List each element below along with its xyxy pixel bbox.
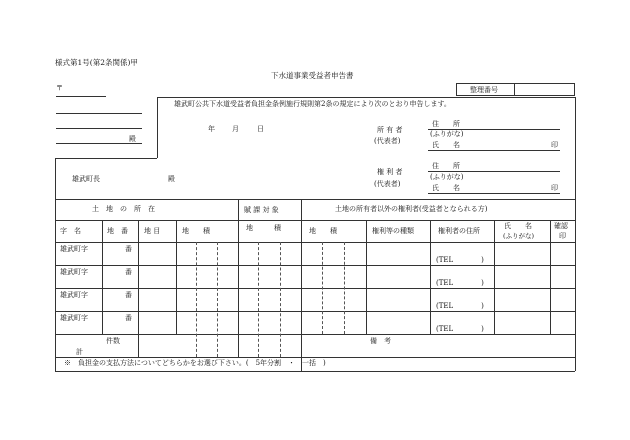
col-chiseki2-header: 地 積 — [309, 227, 337, 235]
row1-tel: (TEL ) — [436, 256, 484, 264]
col-holder-address-header: 権利者の住所 — [438, 227, 480, 235]
date-month: 月 — [232, 125, 239, 133]
holder-name-label: 氏 名 — [432, 184, 460, 192]
declaration-text: 雄武町公共下水道受益者負担金条例施行規則第2条の規定により次のとおり申告します。 — [174, 100, 451, 108]
count-label: 件数 — [106, 337, 120, 345]
date-day: 日 — [257, 125, 264, 133]
form-title: 下水道事業受益者申告書 — [271, 71, 354, 80]
col-aza-header: 字 名 — [60, 227, 81, 235]
addressee-dono: 殿 — [129, 135, 136, 143]
owner-name-label: 氏 名 — [432, 141, 460, 149]
owner-role: 所 有 者 — [377, 126, 403, 134]
row4-tel: (TEL ) — [436, 325, 484, 333]
row2-ban: 番 — [125, 268, 132, 276]
row3-ban: 番 — [125, 291, 132, 299]
col-chimoku-header: 地 目 — [144, 227, 161, 235]
postal-mark: 〒 — [56, 84, 63, 92]
registration-number-label: 整理番号 — [470, 86, 498, 94]
owner-furigana-label: (ふりがな) — [430, 130, 464, 138]
rights-holder-header: 土地の所有者以外の権利者(受益者となられる方) — [335, 205, 488, 213]
owner-address-label: 住 所 — [432, 120, 460, 128]
col-confirm-header: 確認 — [554, 222, 568, 230]
holder-rep: (代表者) — [374, 180, 401, 188]
mayor-label: 雄武町長 — [72, 175, 100, 183]
row4-ban: 番 — [125, 314, 132, 322]
row2-tel: (TEL ) — [436, 279, 484, 287]
holder-address-label: 住 所 — [432, 162, 460, 170]
land-location-header: 土 地 の 所 在 — [92, 205, 155, 213]
col-name-header: 氏 名 — [504, 222, 532, 230]
total-label: 計 — [76, 348, 83, 356]
col-confirm-seal: 印 — [559, 232, 566, 240]
date-year: 年 — [208, 125, 215, 133]
holder-seal-mark: 印 — [551, 184, 558, 192]
taxable-target-header: 賦 課 対 象 — [244, 206, 279, 214]
remarks-label: 備 考 — [370, 337, 391, 345]
col-chiseki-header: 地 積 — [182, 227, 210, 235]
holder-role: 権 利 者 — [377, 168, 403, 176]
owner-seal-mark: 印 — [551, 141, 558, 149]
mayor-dono: 殿 — [168, 175, 175, 183]
row1-aza: 雄武町字 — [60, 245, 88, 253]
row3-aza: 雄武町字 — [60, 291, 88, 299]
col-right-type-header: 権利等の種類 — [372, 227, 414, 235]
row1-ban: 番 — [125, 245, 132, 253]
row4-aza: 雄武町字 — [60, 314, 88, 322]
payment-method-note: ※ 負担金の支払方法についてどちらかをお選び下さい。( 5年分割 ・ 一括 ) — [64, 359, 326, 367]
row3-tel: (TEL ) — [436, 302, 484, 310]
col-banchi-header: 地 番 — [107, 227, 128, 235]
row2-aza: 雄武町字 — [60, 268, 88, 276]
owner-rep: (代表者) — [374, 137, 401, 145]
taxable-area-header: 地 積 — [246, 224, 281, 232]
holder-furigana-label: (ふりがな) — [430, 173, 464, 181]
col-name-kana-header: (ふりがな) — [503, 232, 535, 240]
form-id: 様式第1号(第2条関係)甲 — [55, 58, 138, 67]
